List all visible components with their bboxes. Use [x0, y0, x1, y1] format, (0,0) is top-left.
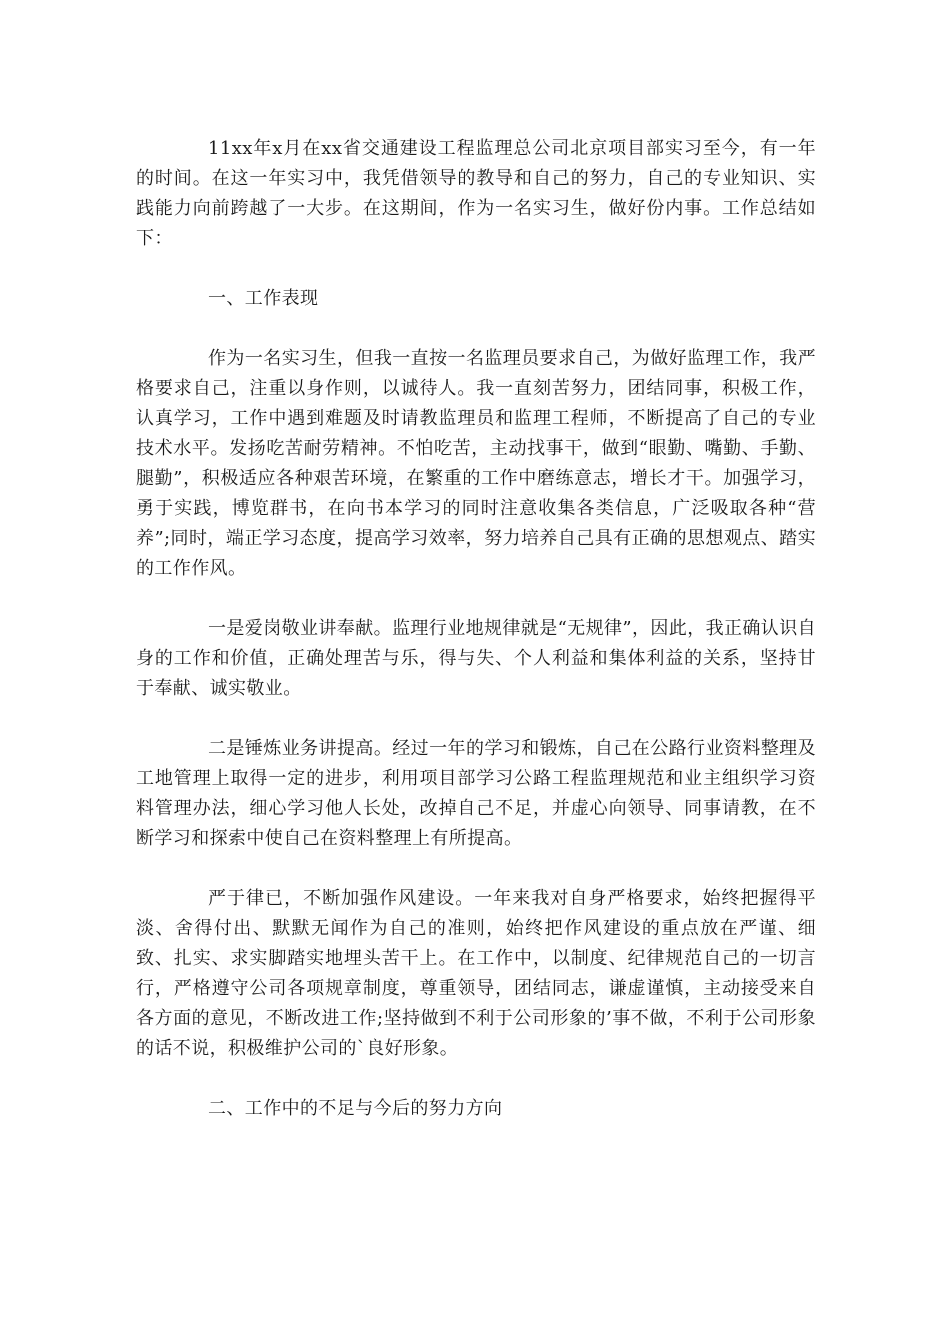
performance-paragraph: 作为一名实习生，但我一直按一名监理员要求自己，为做好监理工作，我严格要求自己，注重以身作则，以诚待人。我一直刻苦努力，团结同事，积极工作，认真学习，工作中遇到难题及时请教监理员和监理工程师，不断提高了自己的专业技术水平。发扬吃苦耐劳精神。不怕吃苦，主动找事干，做到“眼勤、嘴勤、手勤、腿勤”，积极适应各种艰苦环境，在繁重的工作中磨练意志，增长才干。加强学习，勇于实践，博览群书，在向书本学习的同时注意收集各类信息，广泛吸取各种“营养”;同时，端正学习态度，提高学习效率，努力培养自己具有正确的思想观点、踏实的工作作风。: [136, 348, 816, 579]
intro-paragraph: 11xx年x月在xx省交通建设工程监理总公司北京项目部实习至今，有一年的时间。在这一年实习中，我凭借领导的教导和自己的努力，自己的专业知识、实践能力向前跨越了一大步。在这期间，作为一名实习生，做好份内事。工作总结如下：: [136, 138, 816, 249]
section-heading-work-performance: 一、工作表现: [208, 288, 319, 309]
document-body: [136, 134, 816, 1154]
skills-paragraph: 二是锤炼业务讲提高。经过一年的学习和锻炼，自己在公路行业资料整理及工地管理上取得一定的进步，利用项目部学习公路工程监理规范和业主组织学习资料管理办法，细心学习他人长处，改掉自己不足，并虚心向领导、同事请教，在不断学习和探索中使自己在资料整理上有所提高。: [136, 738, 816, 849]
dedication-paragraph: 一是爱岗敬业讲奉献。监理行业地规律就是“无规律”，因此，我正确认识自身的工作和价值，正确处理苦与乐，得与失、个人利益和集体利益的关系，坚持甘于奉献、诚实敬业。: [136, 618, 817, 699]
section-heading-shortcomings: 二、工作中的不足与今后的努力方向: [208, 1098, 503, 1119]
discipline-paragraph: 严于律已，不断加强作风建设。一年来我对自身严格要求，始终把握得平淡、舍得付出、默默无闻作为自己的准则，始终把作风建设的重点放在严谨、细致、扎实、求实脚踏实地埋头苦干上。在工作中，以制度、纪律规范自己的一切言行，严格遵守公司各项规章制度，尊重领导，团结同志，谦虚谨慎，主动接受来自各方面的意见，不断改进工作;坚持做到不利于公司形象的’事不做，不利于公司形象的话不说，积极维护公司的`良好形象。: [136, 888, 816, 1059]
